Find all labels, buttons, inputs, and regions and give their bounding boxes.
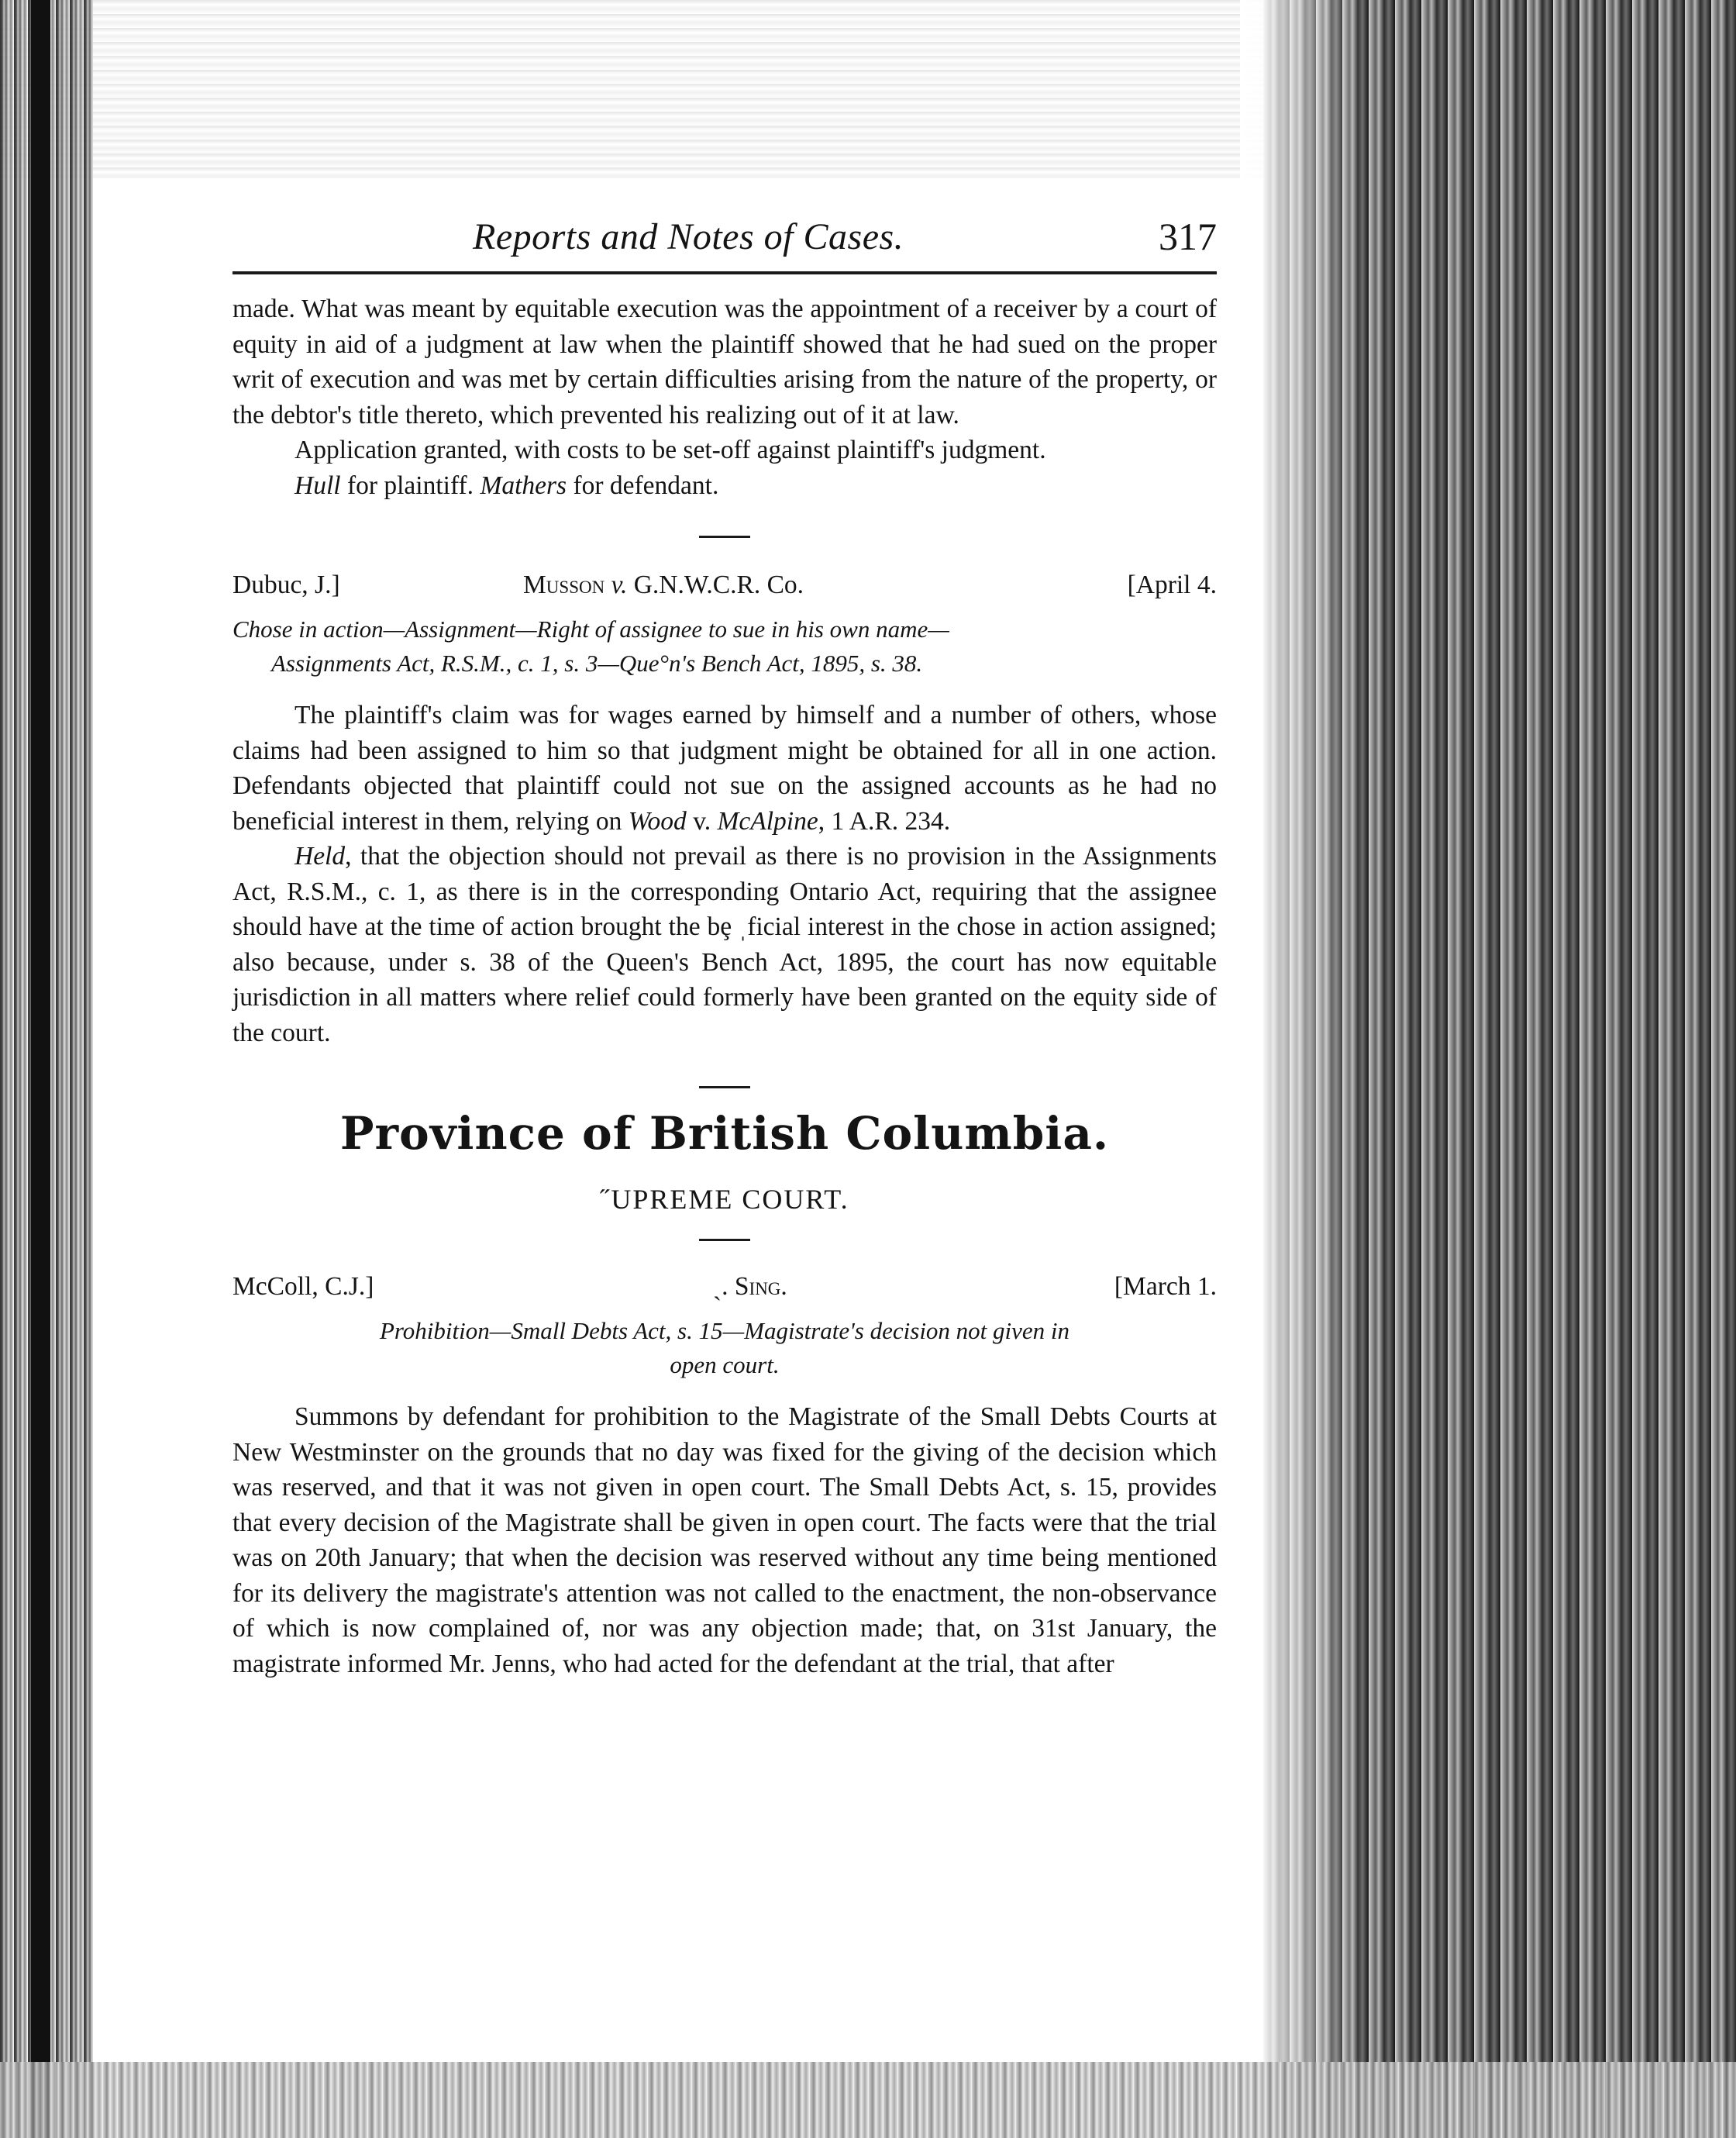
case2-defendant: G.N.W.C.R. Co. (633, 571, 804, 599)
scan-edge-fade (1240, 0, 1364, 2138)
province-heading: Province of British Columbia. (339, 1107, 1110, 1160)
case2-judge: Dubuc, J.] (232, 571, 340, 599)
cited-case-b: McAlpine (717, 806, 818, 836)
cited-case-citation: , 1 A.R. 234. (818, 806, 951, 836)
case1-result: Application granted, with costs to be set-off against plaintiff's judgment. (294, 436, 1046, 464)
page-content (232, 209, 1217, 1681)
case3-title: ˏ. Sing. (713, 1272, 787, 1301)
case1-closing-paragraph: made. What was meant by equitable execution was the appointment of a receiver by a court of equity in aid of a judgment at law when the plaintiff showed that he had sued on the proper writ of execution and was met by certain difficulties arising from the nature of the property, or the debtor's title thereto, which prevented his realizing out of it at law. (232, 295, 1217, 429)
cited-case-a: Wood (628, 806, 687, 836)
case2-headnote-line1: Chose in action—Assignment—Right of assignee to sue in his own name— (232, 616, 949, 643)
page-number: 317 (1159, 215, 1217, 258)
counsel-defendant-name: Mathers (480, 471, 567, 500)
counsel-plaintiff-name: Hull (294, 471, 341, 500)
case2-paragraph-held (232, 839, 1217, 1050)
case2-versus: v. (611, 571, 628, 599)
counsel-plaintiff-role: for plaintiff. (340, 471, 480, 500)
case3-headnote-line2: open court. (670, 1351, 780, 1378)
case1-counsel (232, 468, 1217, 504)
cited-case-v: v. (686, 806, 718, 836)
case3-caption (232, 1272, 1217, 1309)
case2-title (523, 571, 804, 600)
case2-date: [April 4. (1127, 571, 1217, 599)
held-word: Held (294, 842, 346, 871)
court-heading: ˝UPREME COURT. (600, 1184, 849, 1215)
case2-paragraph-facts (232, 698, 1217, 839)
case3-judge: McColl, C.J.] (232, 1272, 374, 1301)
counsel-defendant-role: for defendant. (567, 471, 719, 500)
case3-paragraph: Summons by defendant for prohibition to the Magistrate of the Small Debts Courts at New Westminster on the grounds that no day was fixed for the giving of the decision which was reserved, and that it was not given in open court. The Small Debts Act, s. 15, provides that every decision of the Magistrate shall be given in open court. The facts were that the trial was on 20th January; that when the decision was reserved without any time being mentioned for its delivery the magistrate's attention was not called to the enactment, the non-observance of which is now complained of, nor was any objection made; that, on 31st January, the magistrate informed Mr. Jenns, who had acted for the defendant at the trial, that after (232, 1402, 1217, 1678)
case2-facts-text: The plaintiff's claim was for wages earned by himself and a number of others, whose claims had been assigned to him so that judgment might be obtained for all in one action. Defendants objected that plaintiff could not sue on the assigned accounts as he had no beneficial interest in them, relying on (232, 701, 1217, 836)
case2-held-text: , that the objection should not prevail as there is no provision in the Assignments Act, R.S.M., c. 1, as there is in the corresponding Ontario Act, requiring that the assignee should have at the time of action brought the bȩ ˌficial interest in the chose in action assigned; also because, under s. 38 of the Queen's Bench Act, 1895, the court has now equitable jurisdiction in all matters where relief could formerly have been granted on the equity side of the court. (232, 842, 1217, 1047)
case2-plaintiff: Musson (523, 571, 605, 599)
case2-headnote-line2: Assignments Act, R.S.M., c. 1, s. 3—Que°n's Bench Act, 1895, s. 38. (271, 650, 923, 677)
running-title: Reports and Notes of Cases. (473, 216, 904, 257)
case2-caption (232, 571, 1217, 608)
scan-edge-bottom (0, 2062, 1736, 2138)
scan-binding-shadow (31, 0, 50, 2138)
case3-date: [March 1. (1114, 1272, 1217, 1301)
case3-headnote-line1: Prohibition—Small Debts Act, s. 15—Magistrate's decision not given in (379, 1317, 1070, 1344)
running-header (232, 209, 1217, 274)
